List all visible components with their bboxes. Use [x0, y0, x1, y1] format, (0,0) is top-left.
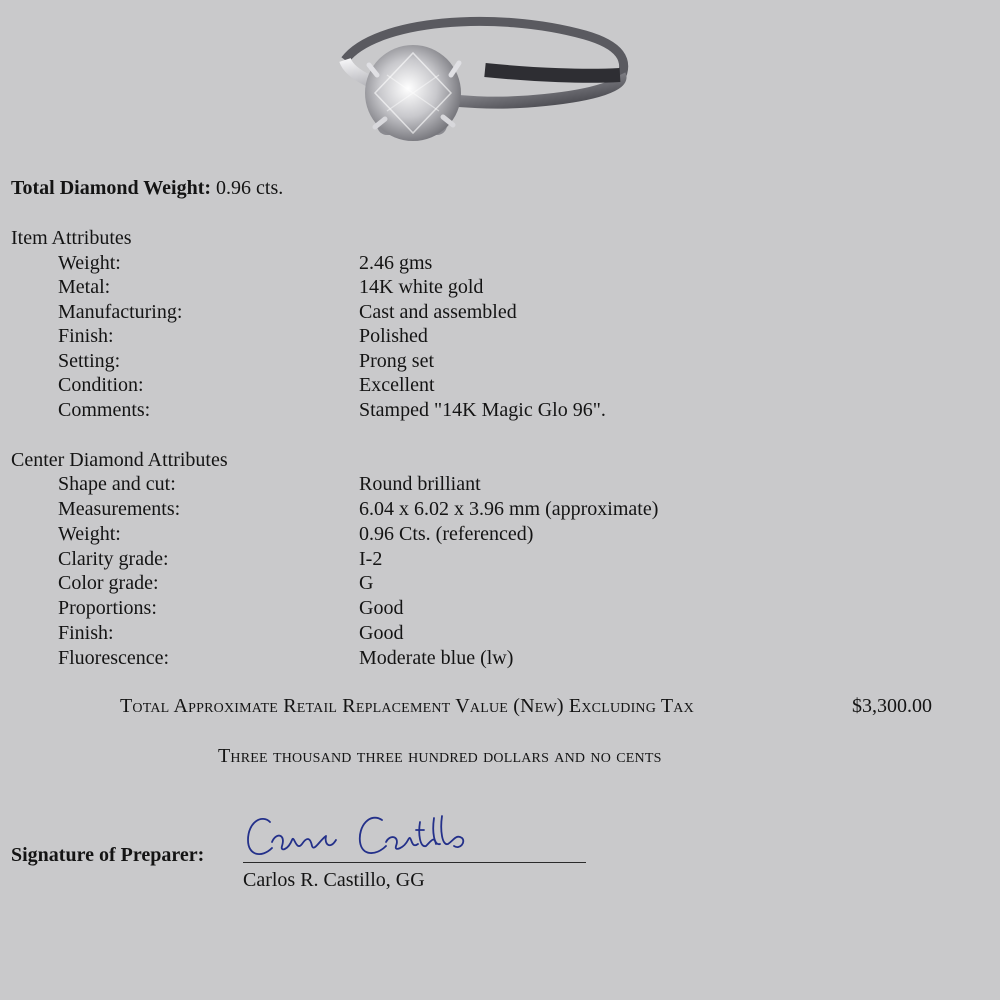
replacement-value-amount: $3,300.00	[852, 695, 932, 717]
diamond-attr-value: Good	[359, 622, 404, 644]
total-weight-label: Total Diamond Weight:	[11, 177, 212, 199]
item-attr-value: Prong set	[359, 350, 434, 372]
diamond-attr-label: Proportions:	[58, 597, 157, 619]
diamond-attr-value: Good	[359, 597, 404, 619]
handwritten-signature	[240, 800, 490, 870]
item-attr-value: Stamped "14K Magic Glo 96".	[359, 399, 606, 421]
signature-line	[243, 862, 586, 863]
diamond-attr-label: Finish:	[58, 622, 114, 644]
item-attributes-title: Item Attributes	[11, 227, 132, 249]
item-attr-value: Cast and assembled	[359, 301, 517, 323]
center-diamond-title: Center Diamond Attributes	[11, 449, 228, 471]
replacement-value-label: Total Approximate Retail Replacement Value (New) Excluding Tax	[120, 695, 694, 717]
diamond-attr-value: 0.96 Cts. (referenced)	[359, 523, 534, 545]
total-weight-value: 0.96 cts.	[211, 177, 284, 199]
diamond-attr-value: G	[359, 572, 374, 594]
item-attr-label: Manufacturing:	[58, 301, 183, 323]
diamond-attr-label: Fluorescence:	[58, 647, 170, 669]
item-attr-label: Metal:	[58, 276, 111, 298]
diamond-attr-label: Shape and cut:	[58, 473, 176, 495]
diamond-attr-label: Clarity grade:	[58, 548, 169, 570]
item-attr-label: Comments:	[58, 399, 151, 421]
item-attr-value: Polished	[359, 325, 428, 347]
item-attr-label: Weight:	[58, 252, 121, 274]
signature-label: Signature of Preparer:	[11, 844, 205, 866]
diamond-attr-value: Round brilliant	[359, 473, 481, 495]
preparer-name: Carlos R. Castillo, GG	[243, 869, 425, 891]
diamond-attr-value: 6.04 x 6.02 x 3.96 mm (approximate)	[359, 498, 659, 520]
ring-photo	[335, 5, 635, 155]
item-attr-value: 14K white gold	[359, 276, 484, 298]
item-attr-label: Finish:	[58, 325, 114, 347]
item-attr-label: Condition:	[58, 374, 144, 396]
diamond-attr-label: Color grade:	[58, 572, 159, 594]
item-attr-value: 2.46 gms	[359, 252, 433, 274]
total-diamond-weight	[11, 176, 283, 200]
item-attr-value: Excellent	[359, 374, 435, 396]
item-attr-label: Setting:	[58, 350, 121, 372]
value-in-words: Three thousand three hundred dollars and no cents	[218, 745, 662, 767]
diamond-attr-value: I-2	[359, 548, 383, 570]
diamond-attr-value: Moderate blue (lw)	[359, 647, 514, 669]
diamond-attr-label: Weight:	[58, 523, 121, 545]
diamond-attr-label: Measurements:	[58, 498, 181, 520]
